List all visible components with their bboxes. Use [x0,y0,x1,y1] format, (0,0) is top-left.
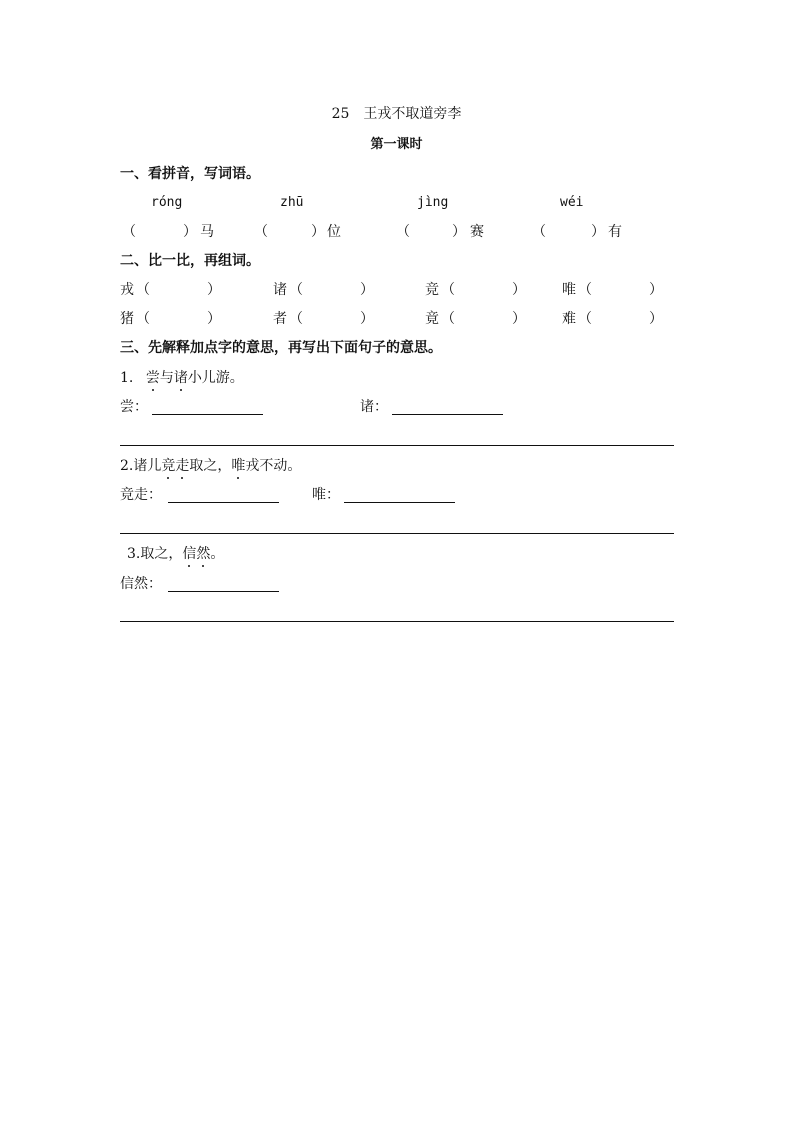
compare-char: 戎 [120,282,134,298]
question-number: 2. [120,458,134,474]
answer-line-zhu[interactable] [392,414,503,415]
field-label: 尝： [120,399,148,415]
field-label: 竞走： [120,487,162,503]
open-paren: （ [136,311,150,327]
close-paren: ） [649,282,663,298]
close-paren: ） [311,224,325,240]
open-paren: （ [122,224,136,240]
sentence-answer-line-1[interactable] [120,445,674,446]
section2-heading: 二、比一比，再组词。 [120,253,260,269]
answer-blank-1[interactable] [136,224,182,240]
open-paren: （ [289,282,303,298]
word-char: 马 [200,224,214,240]
answer-blank-3[interactable] [410,224,456,240]
dotted-char: 诸 [173,370,188,386]
open-paren: （ [578,282,592,298]
open-paren: （ [136,282,150,298]
word-char: 有 [608,224,622,240]
compare-char: 竟 [425,311,439,327]
dotted-char: 信 [182,546,197,562]
page-subtitle: 第一课时 [370,137,423,152]
close-paren: ） [512,311,526,327]
pinyin-4: wéi [560,195,584,210]
compare-char: 猪 [120,311,134,327]
answer-blank-2[interactable] [268,224,314,240]
question-1: 1. 尝与诸小儿游。 [120,370,244,386]
answer-line-chang[interactable] [152,414,263,415]
answer-line-wei[interactable] [344,502,455,503]
dotted-char: 竞 [161,458,176,474]
dotted-char: 然 [196,546,211,562]
compare-char: 竞 [425,282,439,298]
pinyin-2: zhū [280,195,304,210]
pinyin-3: jìng [417,195,449,210]
open-paren: （ [441,311,455,327]
open-paren: （ [578,311,592,327]
close-paren: ） [360,311,374,327]
close-paren: ） [183,224,197,240]
answer-blank-4[interactable] [546,224,592,240]
close-paren: ） [512,282,526,298]
close-paren: ） [452,224,466,240]
section3-heading: 三、先解释加点字的意思，再写出下面句子的意思。 [120,340,442,356]
compare-char: 唯 [562,282,576,298]
compare-char: 者 [273,311,287,327]
field-label: 唯： [312,487,340,503]
close-paren: ） [591,224,605,240]
answer-line-xinran[interactable] [168,591,279,592]
field-label: 信然： [120,576,162,592]
dotted-char: 尝 [145,370,160,386]
close-paren: ） [360,282,374,298]
close-paren: ） [207,282,221,298]
open-paren: （ [289,311,303,327]
open-paren: （ [254,224,268,240]
close-paren: ） [207,311,221,327]
word-char: 赛 [470,224,484,240]
pinyin-1: róng [151,195,183,210]
section1-heading: 一、看拼音，写词语。 [120,166,260,182]
open-paren: （ [532,224,546,240]
compare-char: 难 [562,311,576,327]
answer-line-jingzou[interactable] [168,502,279,503]
dotted-char: 走 [175,458,190,474]
question-2: 2.诸儿竞走取之，唯戎不动。 [120,458,302,474]
close-paren: ） [649,311,663,327]
open-paren: （ [396,224,410,240]
word-char: 位 [327,224,341,240]
open-paren: （ [441,282,455,298]
field-label: 诸： [360,399,388,415]
compare-char: 诸 [273,282,287,298]
question-number: 1. [120,370,134,386]
question-3: 3.取之，信然。 [127,546,225,562]
question-number: 3. [127,546,141,562]
sentence-answer-line-3[interactable] [120,621,674,622]
sentence-answer-line-2[interactable] [120,533,674,534]
dotted-char: 唯 [231,458,246,474]
page-title: 25 王戎不取道旁李 [331,106,462,122]
